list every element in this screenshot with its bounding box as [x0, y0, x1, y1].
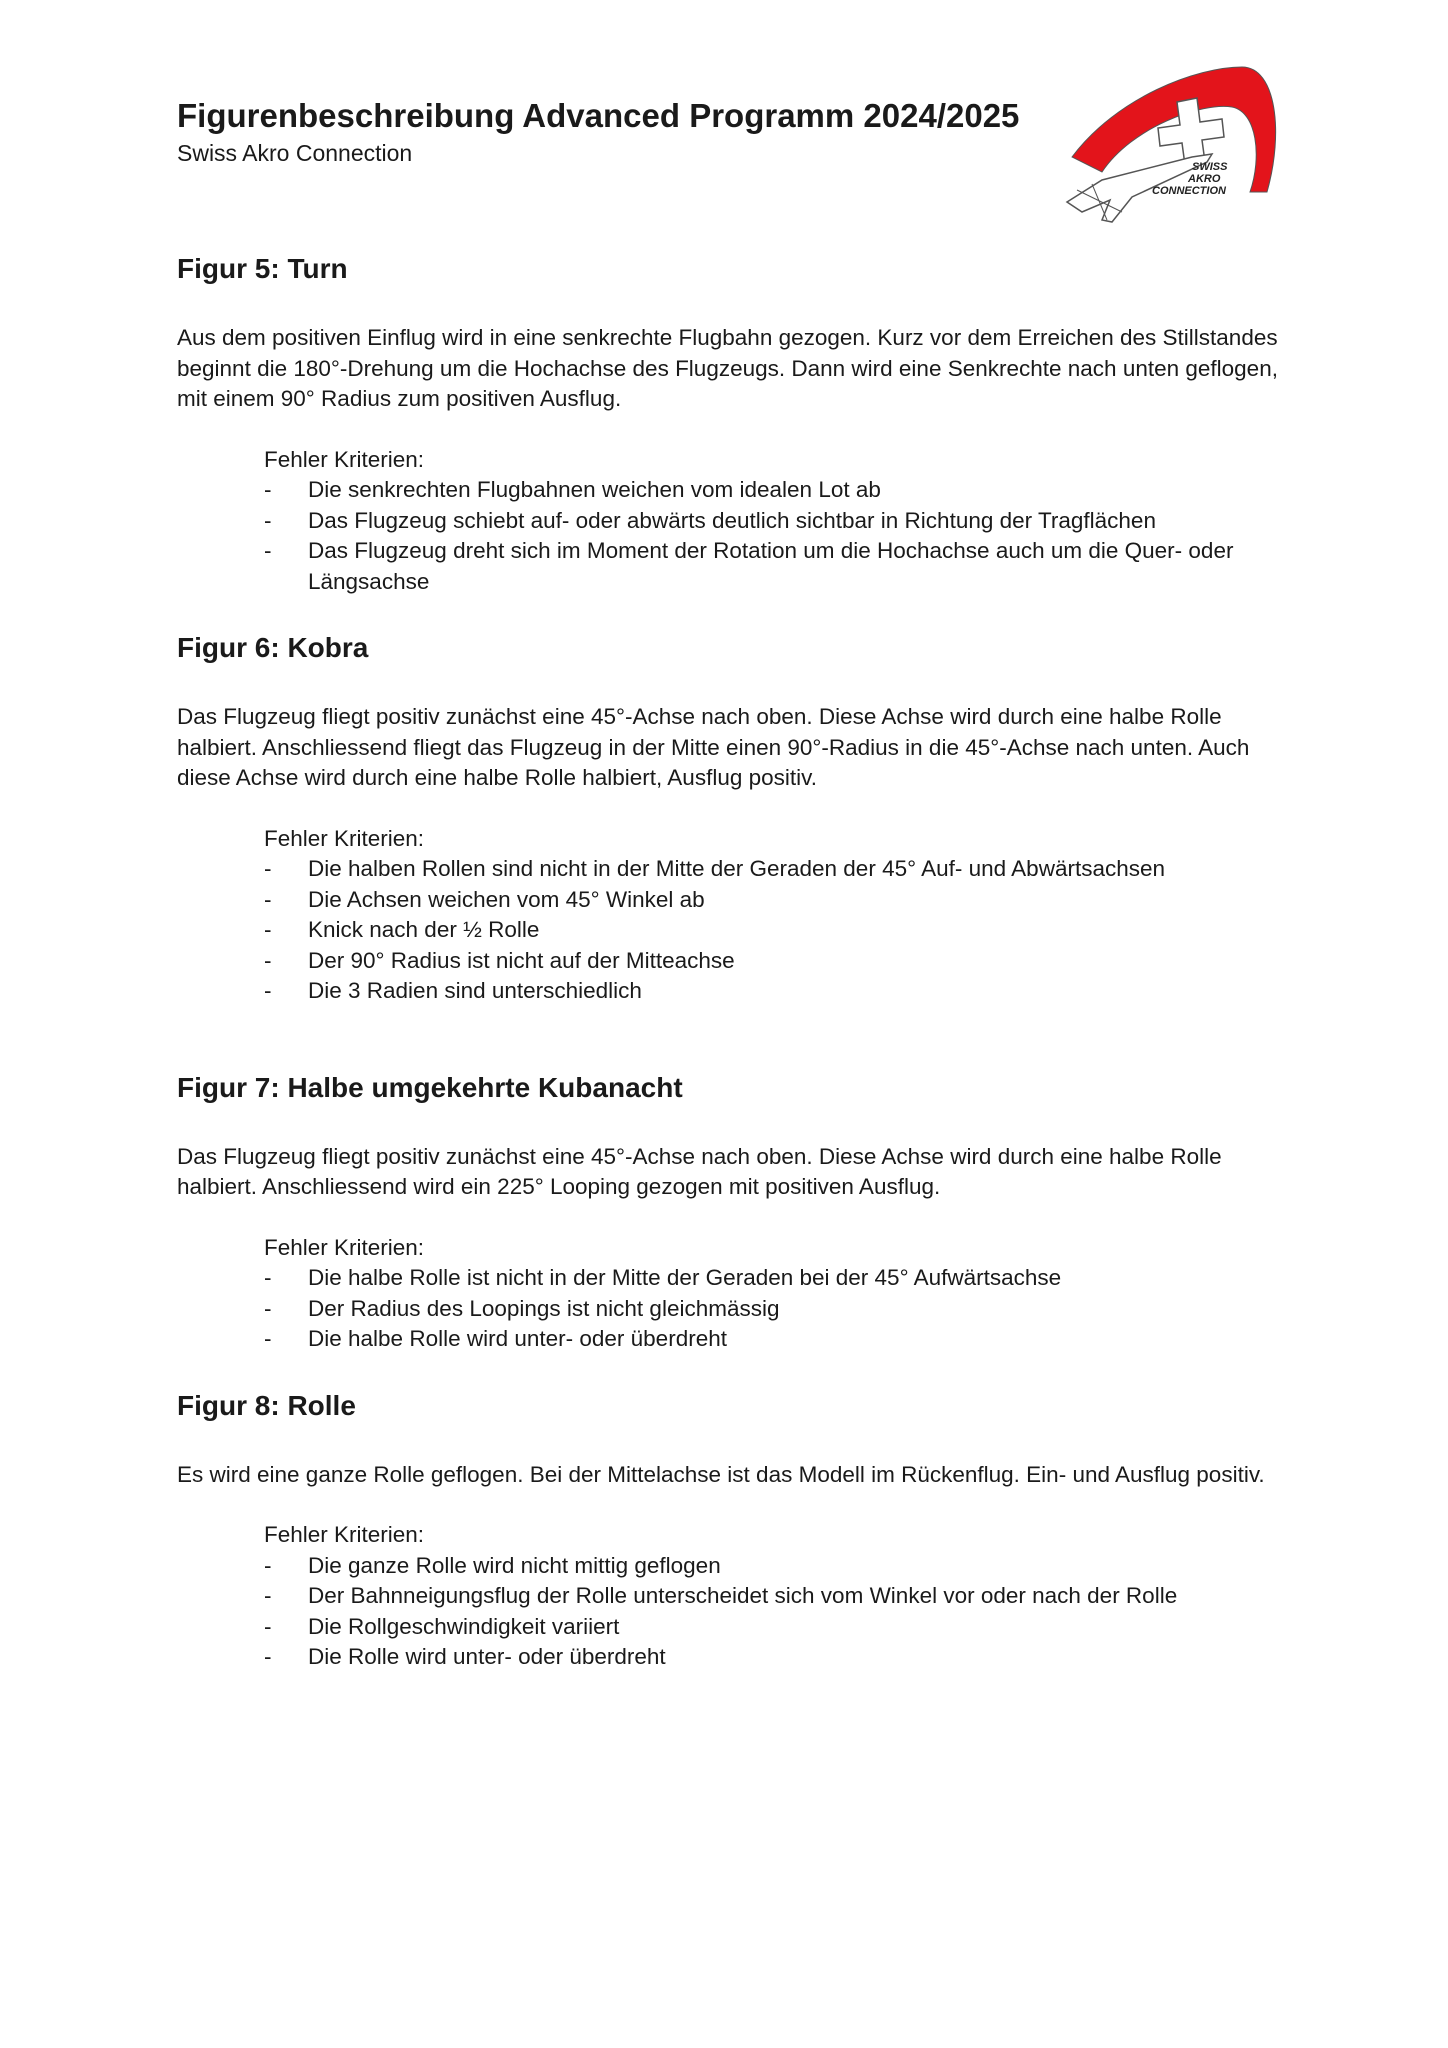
- list-item: - Die Rolle wird unter- oder überdreht: [264, 1644, 666, 1669]
- logo-text-connection: CONNECTION: [1152, 185, 1226, 197]
- list-item: - Die Achsen weichen vom 45° Winkel ab: [264, 886, 705, 912]
- criteria-list: [264, 475, 1287, 597]
- error-criteria: [264, 445, 1287, 598]
- list-item: - Die halbe Rolle wird unter- oder überdreht: [264, 1326, 727, 1351]
- figure-5-section: [177, 248, 1287, 597]
- figure-title: Figur 8: Rolle: [177, 1389, 356, 1421]
- document-subtitle: Swiss Akro Connection: [177, 140, 413, 166]
- criteria-list: [264, 854, 1287, 1007]
- swiss-akro-connection-logo: [1062, 62, 1292, 232]
- page-header: [177, 96, 1057, 168]
- document-title: Figurenbeschreibung Advanced Programm 2024/2025: [177, 97, 1020, 134]
- list-item: - Der Radius des Loopings ist nicht gleichmässig: [264, 1295, 780, 1321]
- list-item: - Die ganze Rolle wird nicht mittig geflogen: [264, 1552, 721, 1578]
- figure-description: Es wird eine ganze Rolle geflogen. Bei der Mittelachse ist das Modell im Rückenflug. Ein- und Ausflug positiv.: [177, 1461, 1265, 1487]
- list-item: - Der Bahnneigungsflug der Rolle unterscheidet sich vom Winkel vor oder nach der Rolle: [264, 1583, 1178, 1608]
- figure-description: Aus dem positiven Einflug wird in eine senkrechte Flugbahn gezogen. Kurz vor dem Erreichen des Stillstandes beginnt die 180°-Drehung um die Hochachse des Flugzeugs. Dann wird eine Senkrechte nach unten geflogen, mit einem 90° Radius zum positiven Ausflug.: [177, 325, 1278, 411]
- error-criteria: [264, 824, 1287, 1007]
- criteria-label: Fehler Kriterien:: [264, 1522, 425, 1547]
- figure-6-section: [177, 627, 1287, 1007]
- figure-description: Das Flugzeug fliegt positiv zunächst eine 45°-Achse nach oben. Diese Achse wird durch eine halbe Rolle halbiert. Anschliessend fliegt das Flugzeug in der Mitte einen 90°-Radius in die 45°-Achse nach unten. Auch diese Achse wird durch eine halbe Rolle halbiert, Ausflug positiv.: [177, 704, 1250, 790]
- criteria-list: [264, 1551, 1287, 1673]
- list-item: - Das Flugzeug dreht sich im Moment der Rotation um die Hochachse auch um die Quer- oder Längsachse: [264, 538, 1234, 594]
- criteria-label: Fehler Kriterien:: [264, 1234, 425, 1260]
- document-body: [177, 248, 1287, 1673]
- criteria-label: Fehler Kriterien:: [264, 825, 425, 851]
- list-item: - Knick nach der ½ Rolle: [264, 917, 540, 942]
- list-item: - Die senkrechten Flugbahnen weichen vom idealen Lot ab: [264, 477, 881, 502]
- list-item: - Die halben Rollen sind nicht in der Mitte der Geraden der 45° Auf- und Abwärtsachsen: [264, 856, 1165, 881]
- logo-text-swiss: SWISS: [1192, 161, 1228, 173]
- figure-title: Figur 7: Halbe umgekehrte Kubanacht: [177, 1071, 683, 1103]
- figure-description: Das Flugzeug fliegt positiv zunächst eine 45°-Achse nach oben. Diese Achse wird durch eine halbe Rolle halbiert. Anschliessend wird ein 225° Looping gezogen mit positiven Ausflug.: [177, 1143, 1222, 1199]
- figure-8-section: [177, 1385, 1287, 1673]
- criteria-list: [264, 1263, 1287, 1355]
- list-item: - Die Rollgeschwindigkeit variiert: [264, 1613, 620, 1639]
- figure-title: Figur 6: Kobra: [177, 632, 369, 663]
- figure-title: Figur 5: Turn: [177, 253, 348, 284]
- error-criteria: [264, 1520, 1287, 1673]
- list-item: - Der 90° Radius ist nicht auf der Mitteachse: [264, 947, 735, 973]
- logo-text-akro: AKRO: [1188, 173, 1221, 185]
- list-item: - Die 3 Radien sind unterschiedlich: [264, 978, 642, 1003]
- error-criteria: [264, 1233, 1287, 1355]
- figure-7-section: [177, 1067, 1287, 1355]
- list-item: - Das Flugzeug schiebt auf- oder abwärts deutlich sichtbar in Richtung der Tragflächen: [264, 507, 1156, 533]
- criteria-label: Fehler Kriterien:: [264, 446, 425, 472]
- list-item: - Die halbe Rolle ist nicht in der Mitte der Geraden bei der 45° Aufwärtsachse: [264, 1265, 1062, 1290]
